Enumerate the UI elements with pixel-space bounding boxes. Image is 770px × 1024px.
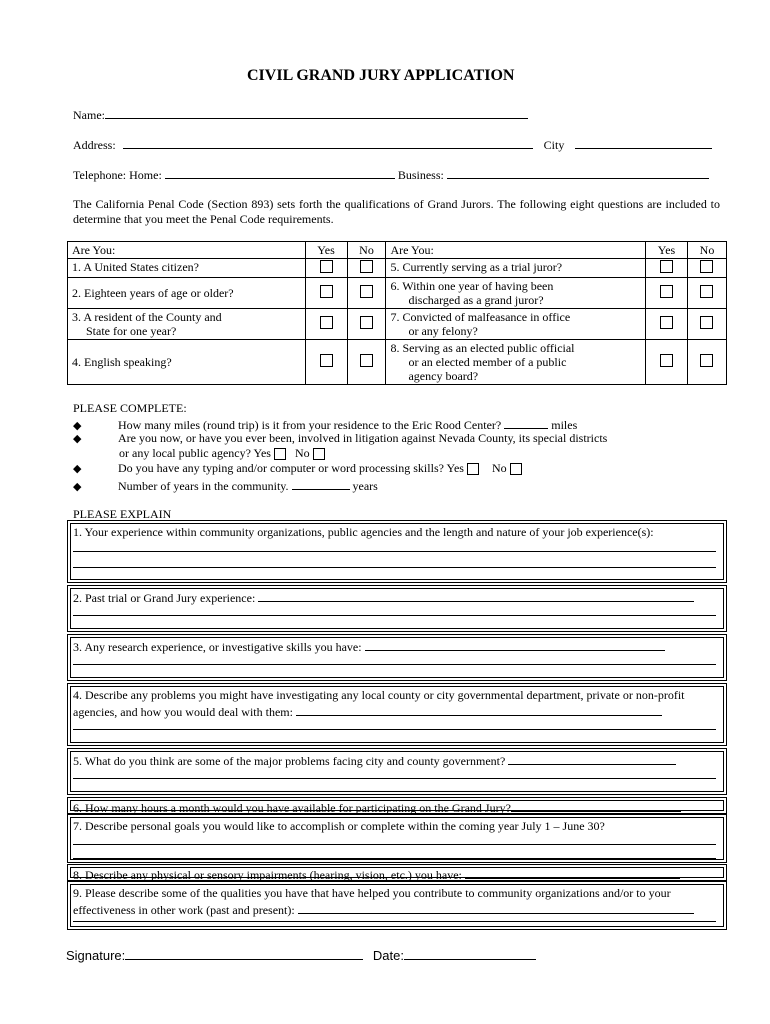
litigation-yes-label: or any local public agency? Yes <box>119 446 271 460</box>
miles-field[interactable] <box>504 416 548 429</box>
signature-row <box>66 946 536 963</box>
answer-line-5b[interactable] <box>73 778 716 779</box>
explain-question-9-line-2: effectiveness in other work (past and present): <box>73 903 295 917</box>
miles-question: How many miles (round trip) is it from your residence to the Eric Rood Center? <box>118 418 502 432</box>
home-phone-field[interactable] <box>165 166 395 179</box>
complete-item-litigation <box>73 431 607 446</box>
question-2: 2. Eighteen years of age or older? <box>68 278 306 309</box>
question-7 <box>386 309 646 340</box>
explain-question-5-row <box>73 752 718 769</box>
question-6 <box>386 278 646 309</box>
please-complete-heading: PLEASE COMPLETE: <box>73 401 187 415</box>
complete-item-typing <box>73 461 522 476</box>
diamond-bullet-icon: ◆ <box>73 433 82 445</box>
explain-section-1 <box>67 520 727 583</box>
answer-line-7b[interactable] <box>73 858 716 859</box>
question-6-line-1: 6. Within one year of having been <box>390 279 554 293</box>
question-7-line-2: or any felony? <box>408 324 478 338</box>
litigation-yes-checkbox[interactable] <box>274 448 286 460</box>
header-no-left: No <box>347 242 386 259</box>
name-row <box>73 106 528 123</box>
q8-yes-checkbox[interactable] <box>660 354 673 367</box>
question-6-line-2: discharged as a grand juror? <box>408 293 544 307</box>
explain-question-4 <box>73 687 718 720</box>
address-field[interactable] <box>123 136 533 149</box>
q7-yes-checkbox[interactable] <box>660 316 673 329</box>
question-8 <box>386 340 646 385</box>
header-yes-left: Yes <box>305 242 347 259</box>
diamond-bullet-icon: ◆ <box>73 481 82 493</box>
name-label: Name: <box>73 108 105 122</box>
qualifications-table <box>67 241 727 385</box>
business-label: Business: <box>397 168 444 182</box>
q6-no-checkbox[interactable] <box>700 285 713 298</box>
answer-line-3b[interactable] <box>73 664 716 665</box>
explain-question-8: 8. Describe any physical or sensory impairments (hearing, vision, etc.) you have: <box>73 868 462 882</box>
question-1: 1. A United States citizen? <box>68 259 306 278</box>
intro-paragraph: The California Penal Code (Section 893) sets forth the qualifications of Grand Jurors. The following eight questions are included to determine that you meet the Penal Code requirements. <box>73 197 720 226</box>
q1-yes-checkbox[interactable] <box>320 260 333 273</box>
litigation-no-checkbox[interactable] <box>313 448 325 460</box>
answer-line-4b[interactable] <box>73 729 716 730</box>
header-are-you-left: Are You: <box>68 242 306 259</box>
diamond-bullet-icon: ◆ <box>73 463 82 475</box>
explain-section-5 <box>67 748 727 795</box>
explain-question-3-row <box>73 638 718 655</box>
answer-line-4a[interactable] <box>296 703 662 716</box>
answer-line-3a[interactable] <box>365 638 665 651</box>
signature-label: Signature: <box>66 948 126 963</box>
question-8-line-3: agency board? <box>408 369 479 383</box>
explain-question-7: 7. Describe personal goals you would like to accomplish or complete within the coming year July 1 – June 30? <box>73 819 605 833</box>
question-3-line-2: State for one year? <box>86 324 177 338</box>
explain-question-4-line-1: 4. Describe any problems you might have investigating any local county or city governmental department, private or non-profit <box>73 688 685 702</box>
explain-section-9 <box>67 881 727 930</box>
please-explain-heading: PLEASE EXPLAIN <box>73 507 172 521</box>
q5-no-checkbox[interactable] <box>700 260 713 273</box>
header-no-right: No <box>687 242 726 259</box>
address-label: Address: <box>73 138 116 152</box>
question-8-line-1: 8. Serving as an elected public official <box>390 341 575 355</box>
answer-line-7a[interactable] <box>73 844 716 845</box>
miles-unit: miles <box>551 418 578 432</box>
signature-field[interactable] <box>125 946 363 960</box>
address-row <box>73 136 712 153</box>
question-7-line-1: 7. Convicted of malfeasance in office <box>390 310 571 324</box>
answer-line-1a[interactable] <box>73 551 716 552</box>
header-yes-right: Yes <box>646 242 688 259</box>
question-4: 4. English speaking? <box>68 340 306 385</box>
q6-yes-checkbox[interactable] <box>660 285 673 298</box>
answer-line-2a[interactable] <box>258 589 694 602</box>
explain-question-9 <box>73 885 718 918</box>
table-row <box>68 278 727 309</box>
answer-line-6[interactable] <box>511 799 681 812</box>
explain-section-4 <box>67 683 727 746</box>
years-unit: years <box>352 479 378 493</box>
question-5: 5. Currently serving as a trial juror? <box>386 259 646 278</box>
explain-section-7 <box>67 814 727 863</box>
q4-yes-checkbox[interactable] <box>320 354 333 367</box>
date-field[interactable] <box>404 946 536 960</box>
q2-yes-checkbox[interactable] <box>320 285 333 298</box>
q2-no-checkbox[interactable] <box>360 285 373 298</box>
telephone-row <box>73 166 709 183</box>
question-3-line-1: 3. A resident of the County and <box>72 310 222 324</box>
answer-line-9b[interactable] <box>73 921 716 922</box>
q3-yes-checkbox[interactable] <box>320 316 333 329</box>
question-8-line-2: or an elected member of a public <box>408 355 567 369</box>
table-header-row <box>68 242 727 259</box>
years-field[interactable] <box>292 477 350 490</box>
page-title: CIVIL GRAND JURY APPLICATION <box>247 67 515 84</box>
business-phone-field[interactable] <box>447 166 709 179</box>
explain-section-3 <box>67 634 727 681</box>
q1-no-checkbox[interactable] <box>360 260 373 273</box>
explain-section-6 <box>67 797 727 814</box>
explain-question-9-line-1: 9. Please describe some of the qualities you have that have helped you contribute to community organizations and/or to your <box>73 886 671 900</box>
answer-line-8[interactable] <box>465 866 680 879</box>
date-label: Date: <box>372 948 404 963</box>
typing-yes-checkbox[interactable] <box>467 463 479 475</box>
table-row <box>68 340 727 385</box>
years-question: Number of years in the community. <box>118 479 289 493</box>
q7-no-checkbox[interactable] <box>700 316 713 329</box>
city-field[interactable] <box>575 136 712 149</box>
litigation-no-label: No <box>294 446 310 460</box>
explain-question-2-row <box>73 589 718 606</box>
explain-question-4-line-2: agencies, and how you would deal with them: <box>73 705 293 719</box>
table-row <box>68 309 727 340</box>
table-row <box>68 259 727 278</box>
q4-no-checkbox[interactable] <box>360 354 373 367</box>
litigation-answer-row <box>119 446 325 461</box>
explain-question-2: 2. Past trial or Grand Jury experience: <box>73 591 256 605</box>
explain-question-6: 6. How many hours a month would you have available for participating on the Grand Jury? <box>73 801 511 815</box>
typing-question: Do you have any typing and/or computer or word processing skills? Yes <box>118 461 464 475</box>
name-field[interactable] <box>105 106 528 119</box>
explain-section-8 <box>67 864 727 881</box>
answer-line-9a[interactable] <box>298 901 694 914</box>
q8-no-checkbox[interactable] <box>700 354 713 367</box>
typing-no-checkbox[interactable] <box>510 463 522 475</box>
explain-question-5: 5. What do you think are some of the major problems facing city and county government? <box>73 754 506 768</box>
answer-line-5a[interactable] <box>508 752 676 765</box>
answer-line-2b[interactable] <box>73 615 716 616</box>
q3-no-checkbox[interactable] <box>360 316 373 329</box>
typing-no-label: No <box>491 461 507 475</box>
city-label: City <box>543 138 565 152</box>
answer-line-1b[interactable] <box>73 567 716 568</box>
explain-question-3: 3. Any research experience, or investigative skills you have: <box>73 640 362 654</box>
litigation-question: Are you now, or have you ever been, involved in litigation against Nevada County, its special districts <box>118 431 608 445</box>
explain-section-2 <box>67 585 727 632</box>
q5-yes-checkbox[interactable] <box>660 260 673 273</box>
question-3 <box>68 309 306 340</box>
complete-item-years <box>73 477 378 494</box>
telephone-home-label: Telephone: Home: <box>73 168 162 182</box>
diamond-bullet-icon: ◆ <box>73 420 82 432</box>
header-are-you-right: Are You: <box>386 242 646 259</box>
explain-question-1: 1. Your experience within community organizations, public agencies and the length and nature of your job experience(s): <box>73 525 654 539</box>
